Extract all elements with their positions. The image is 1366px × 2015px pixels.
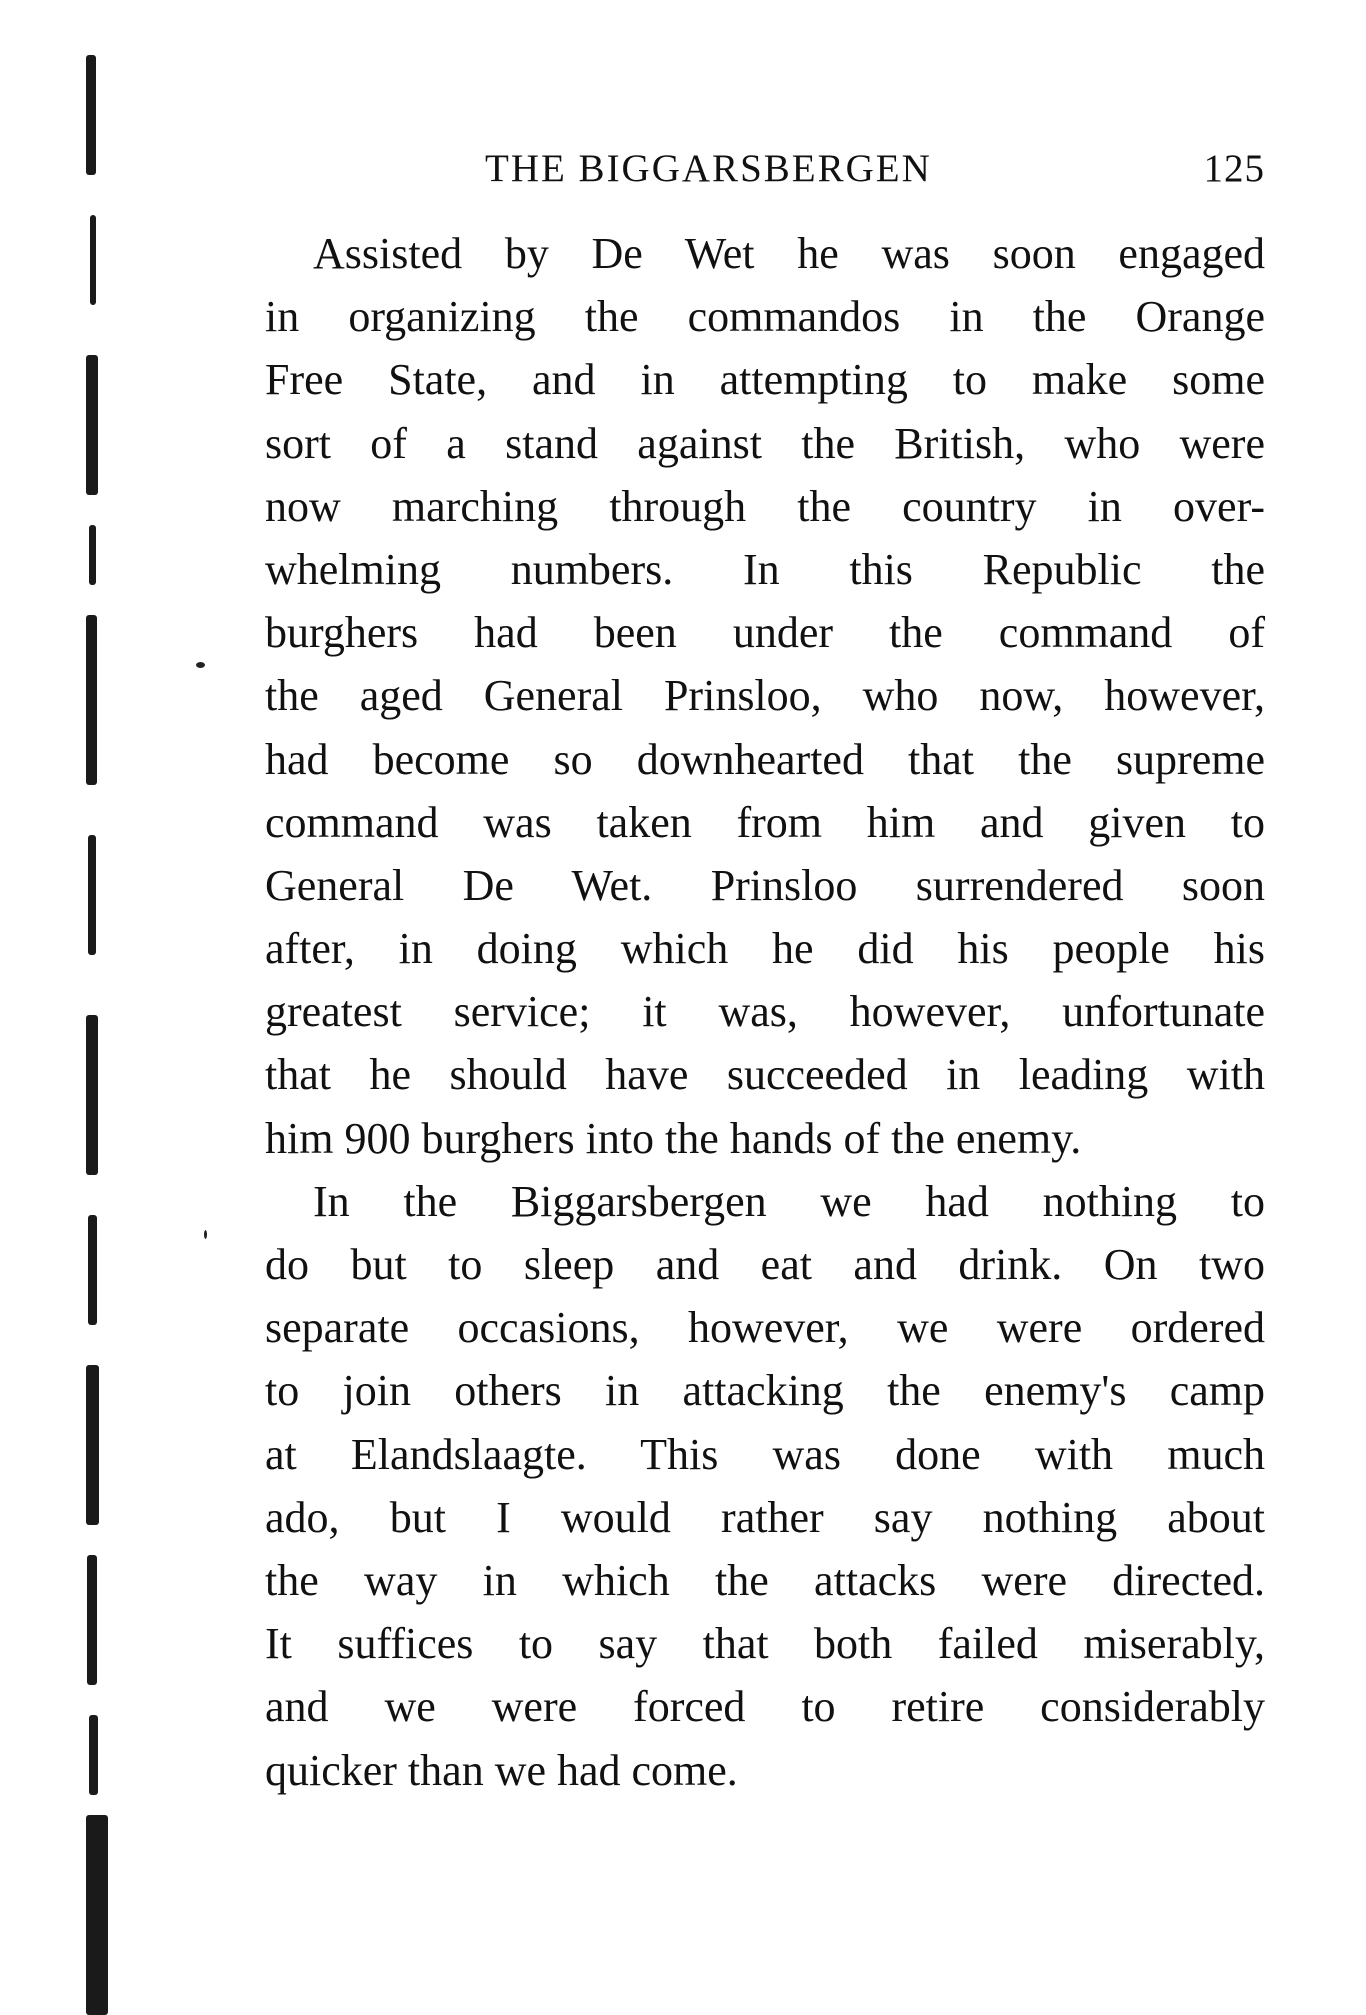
running-title: THE BIGGARSBERGEN xyxy=(485,147,932,190)
text-line: Free State, and in attempting to make some xyxy=(265,355,1265,405)
text-line: command was taken from him and given to xyxy=(265,797,1265,847)
text-line: after, in doing which he did his people his xyxy=(265,924,1265,974)
paragraph-1 xyxy=(265,222,1265,1170)
text-line: had become so downhearted that the supreme xyxy=(265,734,1265,784)
text-line: burghers had been under the command of xyxy=(265,608,1265,658)
text-line: the aged General Prinsloo, who now, however, xyxy=(265,671,1265,721)
text-line: quicker than we had come. xyxy=(265,1745,738,1795)
text-line: sort of a stand against the British, who were xyxy=(265,418,1265,468)
ink-speck xyxy=(196,662,205,668)
text-line: greatest service; it was, however, unfortunate xyxy=(265,987,1265,1037)
running-head xyxy=(265,146,1265,202)
text-line: now marching through the country in over- xyxy=(265,481,1265,531)
text-line: to join others in attacking the enemy's camp xyxy=(265,1366,1265,1416)
ink-speck xyxy=(204,1230,207,1239)
binding-shadow xyxy=(86,55,114,1955)
text-line: him 900 burghers into the hands of the enemy. xyxy=(265,1113,1082,1163)
text-line: General De Wet. Prinsloo surrendered soon xyxy=(265,860,1265,910)
text-line: In the Biggarsbergen we had nothing to xyxy=(313,1176,1265,1226)
text-line: in organizing the commandos in the Orange xyxy=(265,292,1265,342)
text-line: Assisted by De Wet he was soon engaged xyxy=(313,229,1265,278)
text-line: and we were forced to retire considerably xyxy=(265,1682,1265,1732)
text-line: whelming numbers. In this Republic the xyxy=(265,544,1265,594)
text-line: ado, but I would rather say nothing about xyxy=(265,1492,1265,1542)
paragraph-2 xyxy=(265,1170,1265,1802)
text-line: It suffices to say that both failed miserably, xyxy=(265,1619,1265,1669)
body-text xyxy=(265,222,1265,1802)
text-line: that he should have succeeded in leading with xyxy=(265,1050,1265,1100)
page-number: 125 xyxy=(1203,147,1265,190)
text-line: the way in which the attacks were directed. xyxy=(265,1555,1265,1605)
text-line: at Elandslaagte. This was done with much xyxy=(265,1429,1265,1479)
text-line: separate occasions, however, we were ordered xyxy=(265,1303,1265,1353)
text-line: do but to sleep and eat and drink. On two xyxy=(265,1240,1265,1289)
